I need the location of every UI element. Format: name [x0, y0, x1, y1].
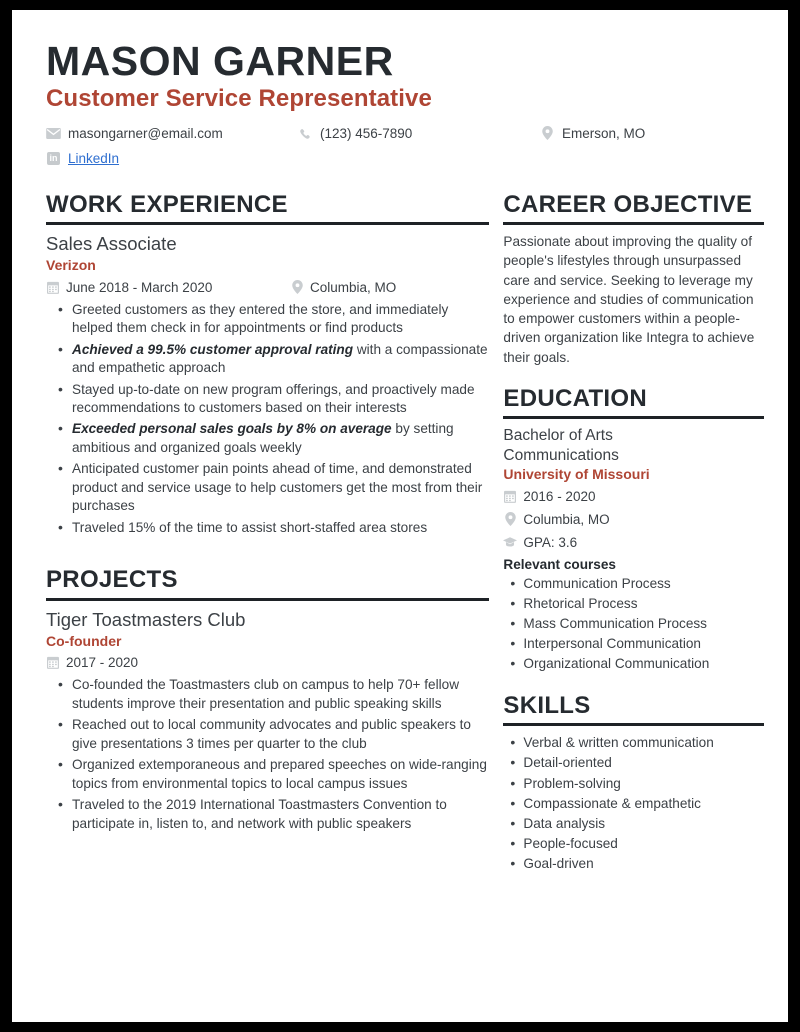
contact-email[interactable]	[46, 126, 298, 141]
work-entry-bullets	[46, 301, 489, 538]
linkedin-link[interactable]: LinkedIn	[68, 150, 120, 166]
bullet-text: Greeted customers as they entered the store, and immediately helped them check in for appointments or find products	[72, 301, 449, 336]
section-career-objective	[503, 191, 764, 367]
project-entry-role: Co-founder	[46, 632, 122, 649]
contact-location-text: Emerson, MO	[562, 125, 646, 141]
work-entry-dates	[46, 280, 290, 295]
section-heading-work-experience: WORK EXPERIENCE	[46, 190, 288, 218]
candidate-name: MASON GARNER	[46, 38, 394, 84]
education-location-row	[503, 510, 764, 529]
bullet-text: Organized extemporaneous and prepared speeches on wide-ranging topics from environmental topics to local campus issues	[72, 757, 487, 791]
list-item	[72, 756, 489, 793]
list-item: • Data analysis	[523, 814, 764, 834]
list-item	[72, 381, 489, 418]
list-item	[72, 519, 489, 537]
list-item: • Mass Communication Process	[523, 614, 764, 634]
skills-list	[503, 733, 764, 874]
contact-location	[540, 126, 645, 141]
work-entry-meta	[46, 278, 489, 297]
list-item	[72, 460, 489, 515]
section-divider	[46, 598, 489, 601]
bullet-text: Co-founded the Toastmasters club on campus to help 70+ fellow students improve their presentation and public speaking skills	[72, 677, 460, 711]
resume-header	[36, 40, 764, 169]
left-column	[36, 191, 489, 874]
relevant-courses-list	[503, 574, 764, 675]
bullet-text: Traveled to the 2019 International Toastmasters Convention to participate in, listen to, and network with public speakers	[72, 797, 447, 831]
education-degree-line-2: Communications	[503, 447, 619, 465]
calendar-icon	[46, 280, 60, 294]
list-item: • Rhetorical Process	[523, 594, 764, 614]
section-heading-projects: PROJECTS	[46, 566, 178, 594]
list-item: • Interpersonal Communication	[523, 634, 764, 654]
section-skills	[503, 692, 764, 874]
map-pin-icon	[290, 280, 304, 294]
map-pin-icon	[540, 126, 555, 141]
list-item: • Detail-oriented	[523, 753, 764, 773]
education-degree-line-1: Bachelor of Arts	[503, 427, 613, 445]
envelope-icon	[46, 126, 61, 141]
education-gpa-text: GPA: 3.6	[523, 534, 578, 550]
education-dates	[503, 489, 595, 504]
work-entry-dates-text: June 2018 - March 2020	[66, 279, 213, 295]
project-entry-title: Tiger Toastmasters Club	[46, 608, 246, 630]
list-item: • Compassionate & empathetic	[523, 794, 764, 814]
bullet-text: Traveled 15% of the time to assist short-staffed area stores	[72, 519, 428, 535]
section-divider	[503, 222, 764, 225]
section-education	[503, 385, 764, 674]
work-entry-location	[290, 280, 396, 295]
list-item: • Goal-driven	[523, 854, 764, 874]
list-item	[72, 301, 489, 338]
project-entry-meta	[46, 653, 489, 672]
work-entry-location-text: Columbia, MO	[310, 279, 397, 295]
graduation-cap-icon	[503, 535, 517, 549]
project-entry	[46, 608, 489, 834]
spacer	[46, 540, 489, 566]
education-gpa-row	[503, 533, 764, 552]
candidate-job-title: Customer Service Representative	[46, 85, 432, 113]
list-item	[72, 716, 489, 753]
education-school: University of Missouri	[503, 466, 650, 482]
project-entry-dates-text: 2017 - 2020	[66, 655, 139, 671]
contact-block	[46, 123, 764, 169]
bullet-text: Anticipated customer pain points ahead of time, and demonstrated product and service usage to help customers get the most from their purchases	[72, 461, 483, 514]
bullet-emphasis: Exceeded personal sales goals by 8% on average	[72, 421, 392, 437]
education-dates-text: 2016 - 2020	[523, 488, 596, 504]
project-entry-dates	[46, 655, 138, 670]
bullet-text: by setting ambitious and organized goals weekly	[72, 421, 454, 455]
list-item: • Organizational Communication	[523, 654, 764, 674]
education-gpa	[503, 535, 577, 550]
phone-icon	[298, 126, 313, 141]
spacer	[503, 674, 764, 692]
list-item: • Verbal & written communication	[523, 733, 764, 753]
section-work-experience	[46, 191, 489, 538]
column-gap	[489, 191, 503, 874]
section-divider	[503, 416, 764, 419]
section-divider	[46, 222, 489, 225]
section-heading-skills: SKILLS	[503, 692, 591, 720]
education-location	[503, 512, 609, 527]
spacer	[503, 367, 764, 385]
right-column	[503, 191, 764, 874]
section-divider	[503, 723, 764, 726]
education-dates-row	[503, 487, 764, 506]
education-location-text: Columbia, MO	[523, 511, 610, 527]
linkedin-icon: in	[46, 151, 61, 166]
resume-page	[12, 10, 788, 1022]
section-heading-career-objective: CAREER OBJECTIVE	[503, 190, 753, 218]
bullet-text: Reached out to local community advocates and public speakers to give presentations 3 times per quarter to the club	[72, 717, 471, 751]
list-item	[72, 420, 489, 457]
calendar-icon	[503, 489, 517, 503]
section-projects	[46, 566, 489, 833]
contact-row-primary	[46, 123, 764, 144]
career-objective-text: Passionate about improving the quality of people's lifestyles through unsurpassed care and service. Seeking to leverage my experience and studies of communication to empower customers within a people-driven organization like Integra to achieve their goals.	[503, 233, 755, 365]
work-entry-title: Sales Associate	[46, 232, 177, 254]
work-entry	[46, 232, 489, 537]
section-heading-education: EDUCATION	[503, 385, 647, 413]
calendar-icon	[46, 656, 60, 670]
contact-phone-text: (123) 456-7890	[320, 125, 413, 141]
relevant-courses-heading: Relevant courses	[503, 556, 616, 572]
list-item	[72, 676, 489, 713]
contact-row-linkedin	[46, 148, 764, 169]
map-pin-icon	[503, 512, 517, 526]
contact-email-text: masongarner@email.com	[68, 125, 223, 141]
list-item: • Communication Process	[523, 574, 764, 594]
list-item	[72, 796, 489, 833]
work-entry-company: Verizon	[46, 257, 96, 274]
list-item	[72, 341, 489, 378]
bullet-text: Stayed up-to-date on new program offerings, and proactively made recommendations to customers based on their interests	[72, 381, 475, 415]
contact-phone[interactable]	[298, 126, 540, 141]
contact-linkedin[interactable]	[46, 151, 119, 166]
resume-body	[36, 191, 764, 874]
bullet-text: with a compassionate and empathetic approach	[72, 341, 488, 376]
list-item: • People-focused	[523, 834, 764, 854]
project-entry-bullets	[46, 676, 489, 833]
bullet-emphasis: Achieved a 99.5% customer approval rating	[72, 341, 354, 357]
list-item: • Problem-solving	[523, 774, 764, 794]
